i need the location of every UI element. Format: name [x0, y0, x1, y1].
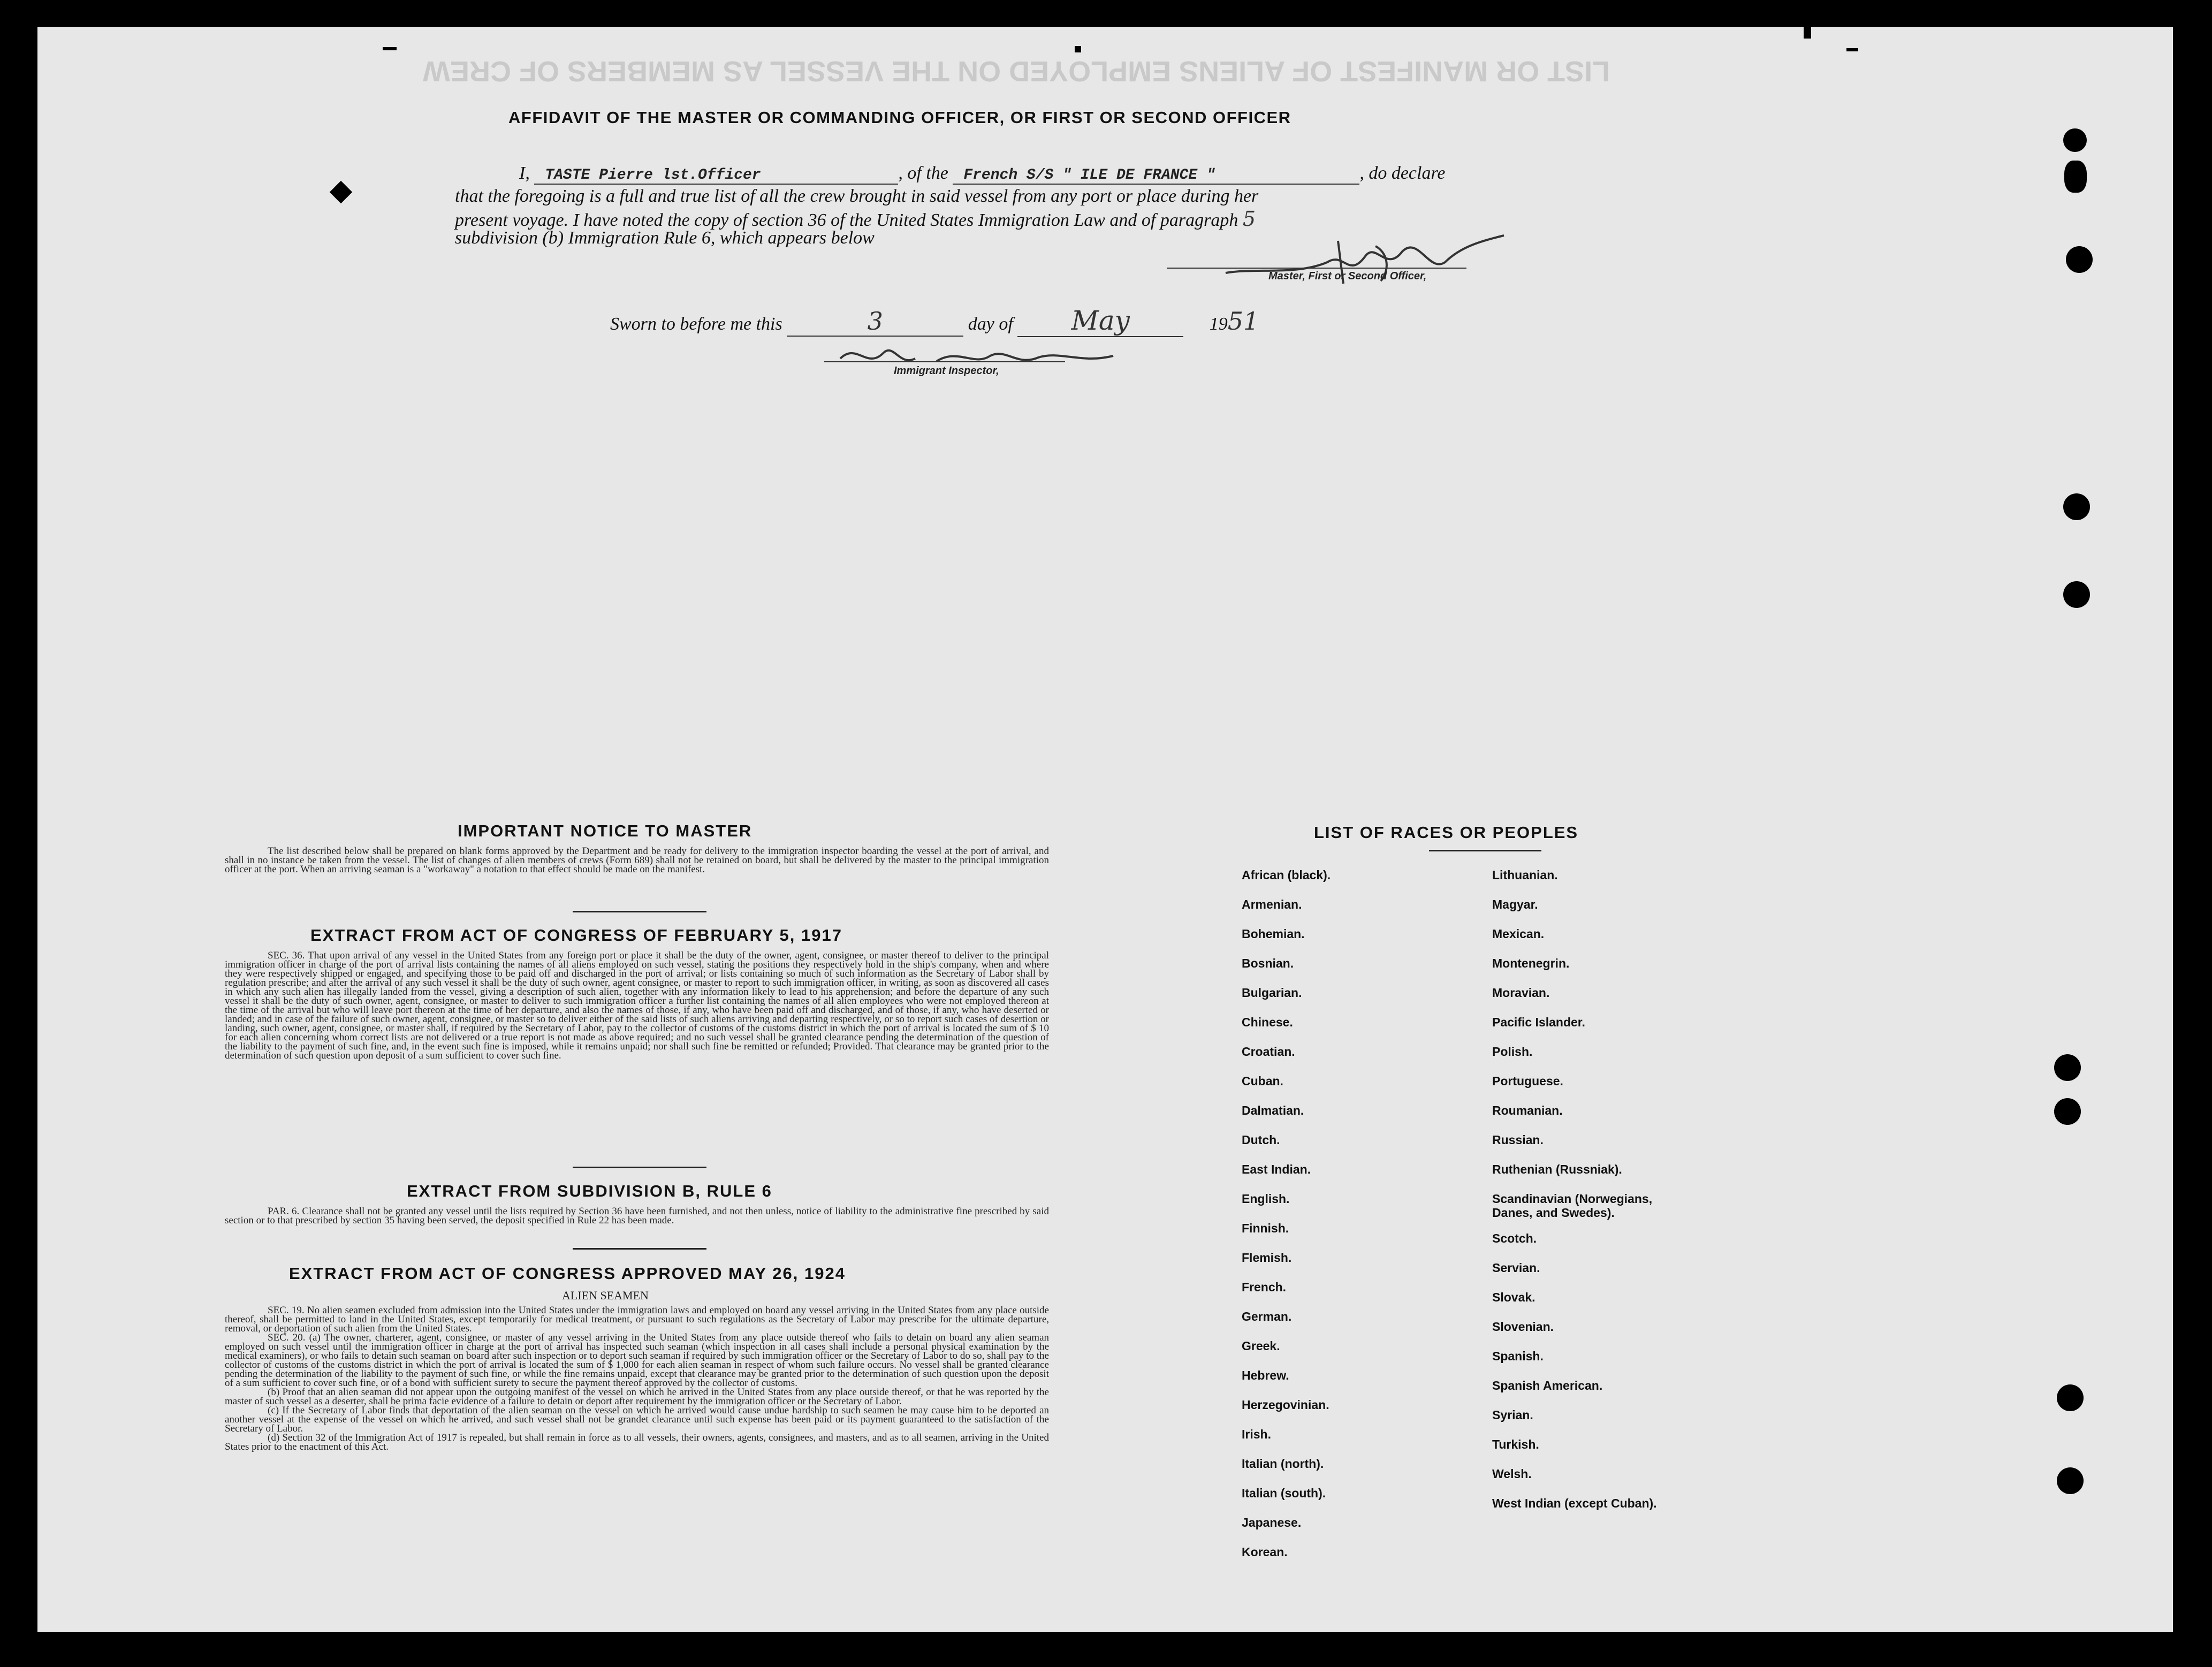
paragraph-number: 5 — [1242, 207, 1256, 231]
race-item: French. — [1242, 1280, 1287, 1294]
of-the-label: , of the — [898, 163, 948, 183]
race-item: Italian (south). — [1242, 1486, 1326, 1500]
scan-speck — [1846, 48, 1858, 51]
race-item: Dalmatian. — [1242, 1103, 1304, 1117]
race-item: West Indian (except Cuban). — [1492, 1496, 1657, 1510]
notice-text — [225, 847, 1049, 874]
inspector-caption: Immigrant Inspector, — [894, 365, 999, 377]
officer-name-field — [534, 163, 898, 185]
signature-caption: Master, First or Second Officer, — [1268, 270, 1427, 282]
scan-speck — [383, 47, 397, 50]
notice-paragraph: The list described below shall be prepared on blank forms approved by the Department and be ready for delivery to the immigration inspector boarding the vessel at the port of arrival, and shall in no instance be taken from the vessel. The list of changes of alien members of crews (Form 689) shall not be retained on board, but shall be delivered by the master to the principal immigration officer at the port. When an arriving seaman is a "workaway" a notation to that effect should be made on the manifest. — [225, 846, 1049, 875]
punch-hole — [2063, 128, 2087, 152]
race-item: Moravian. — [1492, 986, 1550, 1000]
affidavit-line3-text: present voyage. I have noted the copy of section 36 of the United States Immigration Law and of paragraph — [455, 210, 1238, 230]
race-item: German. — [1242, 1310, 1292, 1323]
officer-name: TASTE Pierre lst.Officer — [545, 167, 761, 184]
affidavit-line1 — [519, 163, 1446, 185]
divider-rule — [573, 911, 706, 912]
affidavit-line3 — [455, 207, 1256, 231]
race-item: Lithuanian. — [1492, 868, 1558, 882]
extract-1924-title: EXTRACT FROM ACT OF CONGRESS APPROVED MAY 26, 1924 — [289, 1264, 846, 1283]
affidavit-title: AFFIDAVIT OF THE MASTER OR COMMANDING OFFICER, OR FIRST OR SECOND OFFICER — [508, 108, 1291, 127]
race-item: Mexican. — [1492, 927, 1545, 941]
race-item: Portuguese. — [1492, 1074, 1563, 1088]
race-item: Armenian. — [1242, 897, 1302, 911]
race-item: Ruthenian (Russniak). — [1492, 1162, 1622, 1176]
race-item: Scandinavian (Norwegians, Danes, and Swedes). — [1492, 1192, 1653, 1220]
race-item: Korean. — [1242, 1545, 1288, 1559]
race-item: Spanish American. — [1492, 1379, 1603, 1392]
punch-hole — [2054, 1054, 2081, 1081]
scan-speck — [330, 181, 352, 203]
race-item: Bulgarian. — [1242, 986, 1302, 1000]
races-title: LIST OF RACES OR PEOPLES — [1314, 823, 1579, 842]
affidavit-line4: subdivision (b) Immigration Rule 6, which appears below — [455, 228, 875, 248]
sec20a-paragraph: SEC. 20. (a) The owner, charterer, agent, consignee, or master of any vessel arriving in the United States from any place outside thereof who fails to detain on board any alien seaman employed on such vessel until the immigration officer in charge at the port of arrival has inspected such seaman (which inspection in all cases shall include a personal physical examination by the medical examiners), or who fails to detain such seaman on board after such inspection or to deport such seaman if required by such immigration officer or the Secretary of Labor to do so, shall pay to the collector of customs of the customs district in which the port of arrival is located the sum of $ 1,000 for each alien seaman in respect of whom such failure occurs. No vessel shall be granted clearance pending the determination of the liability to the payment of such fine, or while the fine remains unpaid, except that clearance may be granted prior to the determination of such question upon the deposit of a sum sufficient to cover such fine, or of a bond with sufficient surety to secure the payment thereof approved by the collector of customs. — [225, 1332, 1049, 1389]
race-item: Herzegovinian. — [1242, 1398, 1329, 1412]
scan-speck — [1804, 27, 1811, 39]
extract-1917-text — [225, 951, 1049, 1060]
sec20d-paragraph: (d) Section 32 of the Immigration Act of 1917 is repealed, but shall remain in force as to all vessels, their owners, agents, consignees, and masters, and as to all seamen, arriving in the United States prior to the enactment of this Act. — [225, 1432, 1049, 1452]
sworn-line — [610, 305, 1259, 337]
vessel-name-field — [953, 163, 1359, 185]
race-item: Chinese. — [1242, 1015, 1293, 1029]
day-of-label: day of — [968, 314, 1013, 334]
punch-hole — [2066, 246, 2093, 273]
divider-rule — [573, 1248, 706, 1250]
sworn-month-field — [1017, 305, 1183, 337]
bleed-through-header: LIST OR MANIFEST OF ALIENS EMPLOYED ON THE VESSEL AS MEMBERS OF CREW — [423, 55, 1610, 87]
race-item: Roumanian. — [1492, 1103, 1563, 1117]
race-item: African (black). — [1242, 868, 1331, 882]
year-prefix: 19 — [1209, 314, 1228, 334]
race-item: Bohemian. — [1242, 927, 1305, 941]
inspector-line — [824, 361, 1065, 362]
sec20b-paragraph: (b) Proof that an alien seaman did not appear upon the outgoing manifest of the vessel on which he arrived in the United States from any place outside thereof, or that he was reported by the master of such vessel as a deserter, shall be prima facie evidence of a failure to detain or deport after requirement by the immigration officer or the Secretary of Labor. — [225, 1387, 1049, 1407]
race-item: Dutch. — [1242, 1133, 1280, 1147]
sworn-month: May — [1071, 305, 1130, 336]
punch-hole — [2054, 1098, 2081, 1125]
year-suffix: 51 — [1227, 307, 1259, 336]
race-item: Magyar. — [1492, 897, 1538, 911]
races-column-2 — [1492, 868, 1685, 1536]
race-item: Servian. — [1492, 1261, 1540, 1275]
race-item: Syrian. — [1492, 1408, 1533, 1422]
i-label: I, — [519, 163, 530, 183]
sworn-label: Sworn to before me this — [610, 314, 782, 334]
race-item: Japanese. — [1242, 1516, 1302, 1529]
divider-rule — [1429, 850, 1541, 851]
rule6-text — [225, 1207, 1049, 1225]
races-column-1 — [1242, 868, 1331, 1574]
extract-1924-text — [225, 1306, 1049, 1451]
race-item: Greek. — [1242, 1339, 1280, 1353]
race-item: Flemish. — [1242, 1251, 1292, 1265]
sec36-paragraph: SEC. 36. That upon arrival of any vessel in the United States from any foreign port or place it shall be the duty of the owner, agent, consignee, or master thereof to deliver to the principal immigration officer in charge of the port of arrival lists containing the names of all aliens employed on such vessel, stating the positions they respectively hold in the ship's company, when and where they were respectively shipped or engaged, and specifying those to be paid off and discharged in the port of arrival; or lists containing so much of such information as the Secretary of Labor shall by regulation prescribe; and after the arrival of any such vessel it shall be the duty of such owner, agent consignee, or master to report to such immigration officer, in writing, as soon as discovered all cases in which any such alien has illegally landed from the vessel, giving a description of such alien, together with any information likely to lead to his apprehension; and before the departure of any such vessel it shall be the duty of such owner, agent, consignee, or master to deliver to such immigration officer a further list containing the names of all alien employees who were not employed thereon at the time of the arrival but who will leave port thereon at the time of her departure, and also the names of those, if any, who have been paid off and discharged, and of those, if any, who have deserted or landed; and in case of the failure of such owner, agent, consignee, or master so to deliver either of the said lists of such aliens arriving and departing respectively, or so to report such cases of desertion or landing, such owner, agent, consignee, or master shall, if required by the Secretary of Labor, pay to the collector of customs of the customs district in which the port of arrival is located the sum of $ 10 for each alien concerning whom correct lists are not delivered or a true report is not made as above required; and no such vessel shall be granted clearance pending the determination of the question of the liability to the payment of such fine, and, in the event such fine is imposed, while it remains unpaid; nor shall such fine be remitted or refunded; Provided. That clearance may be granted prior to the determination of such question upon deposit of a sum sufficient to cover such fine. — [225, 950, 1049, 1061]
document-page — [37, 27, 2173, 1632]
affidavit-line2: that the foregoing is a full and true list of all the crew brought in said vessel from any port or place during her — [455, 186, 1259, 206]
sec20c-paragraph: (c) If the Secretary of Labor finds that deportation of the alien seaman on the vessel on which he arrived would cause undue hardship to such seamen he may cause him to be deported an another vessel at the expense of the vessel on which he arrived, and such vessel shall not be grandet clearance until such expense has been paid or its payment guaranteed to the satisfaction of the Secretary of Labor. — [225, 1405, 1049, 1434]
rule6-title: EXTRACT FROM SUBDIVISION B, RULE 6 — [407, 1182, 772, 1200]
race-item: Finnish. — [1242, 1221, 1289, 1235]
race-item: Turkish. — [1492, 1437, 1539, 1451]
race-item: Italian (north). — [1242, 1457, 1324, 1471]
divider-rule — [573, 1167, 706, 1168]
scan-speck — [1075, 46, 1081, 52]
sworn-day-field — [787, 307, 963, 337]
race-item: Slovak. — [1492, 1290, 1536, 1304]
punch-hole — [2063, 493, 2090, 520]
race-item: Spanish. — [1492, 1349, 1544, 1363]
do-declare-label: , do declare — [1359, 163, 1446, 183]
sec19-paragraph: SEC. 19. No alien seamen excluded from admission into the United States under the immigration laws and employed on board any vessel arriving in the United States from any place outside thereof, shall be permitted to land in the United States, except temporarily for medical treatment, or pursuant to such regulations as the Secretary of Labor may prescribe for the ultimate departure, removal, or deportation of such alien from the United States. — [225, 1305, 1049, 1334]
race-item: Russian. — [1492, 1133, 1544, 1147]
race-item: Pacific Islander. — [1492, 1015, 1585, 1029]
race-item: Bosnian. — [1242, 956, 1294, 970]
race-item: Cuban. — [1242, 1074, 1283, 1088]
race-item: Welsh. — [1492, 1467, 1532, 1481]
race-item: East Indian. — [1242, 1162, 1311, 1176]
extract-1917-title: EXTRACT FROM ACT OF CONGRESS OF FEBRUARY 5, 1917 — [310, 926, 842, 945]
race-item: Slovenian. — [1492, 1320, 1554, 1334]
race-item: English. — [1242, 1192, 1290, 1206]
punch-hole — [2063, 581, 2090, 608]
race-item: Montenegrin. — [1492, 956, 1570, 970]
vessel-name: French S/S " ILE DE FRANCE " — [963, 167, 1215, 184]
par6-paragraph: PAR. 6. Clearance shall not be granted any vessel until the lists required by Section 36 have been furnished, and not then unless, notice of liability to the administrative fine prescribed by said section or to that prescribed by section 35 having been served, the deposit specified in Rule 22 has been made. — [225, 1206, 1049, 1226]
race-item: Irish. — [1242, 1427, 1271, 1441]
punch-hole — [2064, 161, 2087, 193]
alien-seamen-subtitle: ALIEN SEAMEN — [562, 1289, 649, 1302]
notice-title: IMPORTANT NOTICE TO MASTER — [458, 821, 752, 840]
punch-hole — [2057, 1467, 2084, 1494]
sworn-day: 3 — [867, 307, 883, 336]
race-item: Scotch. — [1492, 1231, 1537, 1245]
race-item: Polish. — [1492, 1045, 1533, 1059]
race-item: Hebrew. — [1242, 1368, 1289, 1382]
signature-line — [1167, 268, 1466, 269]
punch-hole — [2057, 1384, 2084, 1411]
race-item: Croatian. — [1242, 1045, 1295, 1059]
